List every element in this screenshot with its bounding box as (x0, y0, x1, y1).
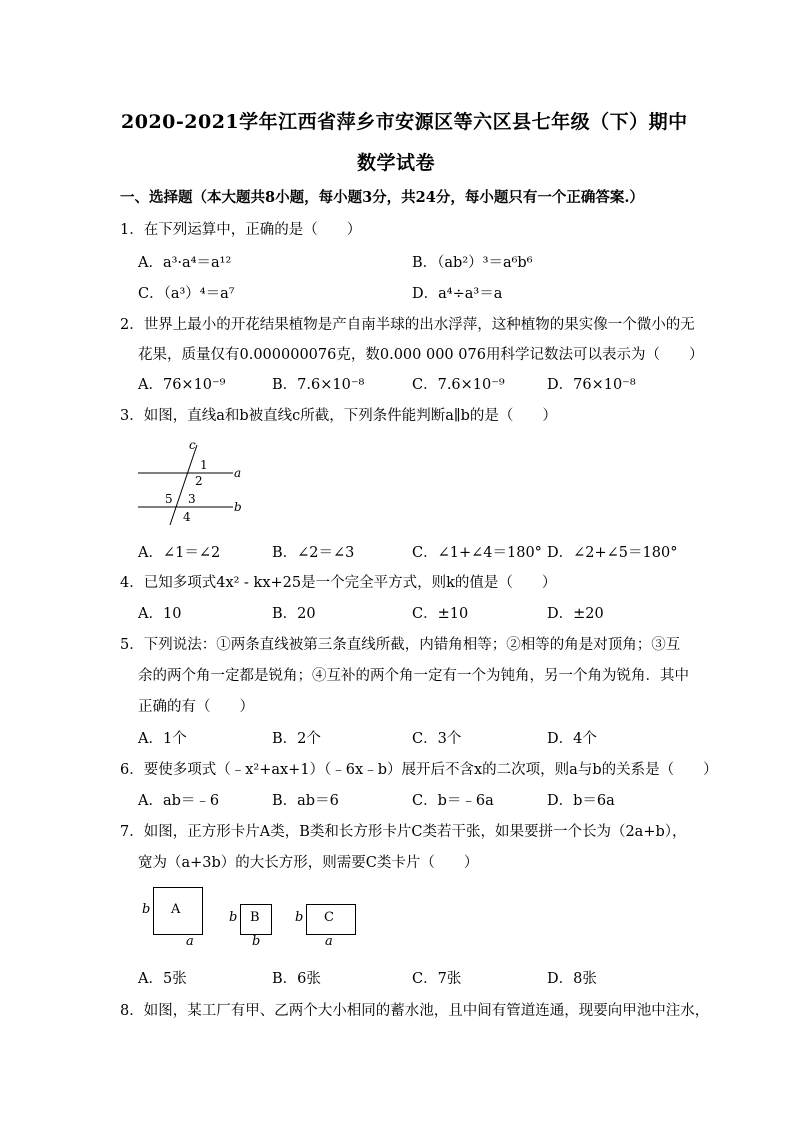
question-8-stem: 8．如图，某工厂有甲、乙两个大小相同的蓄水池，且中间有管道连通，现要向甲池中注水， (120, 1003, 710, 1019)
label-angle-4: 4 (183, 510, 191, 524)
label-a: a (234, 466, 242, 480)
question-5-option-b: B．2个 (272, 731, 321, 747)
label-angle-1: 1 (200, 458, 208, 472)
page-title-line2: 数学试卷 (357, 152, 436, 174)
question-2-option-c: C．7.6×10⁻⁹ (412, 377, 505, 393)
question-7-option-b: B．6张 (272, 971, 321, 987)
card-b-label: B (250, 910, 260, 925)
question-4-option-a: A．10 (138, 606, 182, 622)
question-1-stem: 1．在下列运算中，正确的是（ ） (120, 222, 362, 238)
label-angle-3: 3 (188, 492, 196, 506)
question-7-option-d: D．8张 (547, 971, 597, 987)
question-2-option-b: B．7.6×10⁻⁸ (272, 377, 365, 393)
page-title-line1: 2020-2021学年江西省萍乡市安源区等六区县七年级（下）期中 (121, 111, 688, 133)
question-3-option-a: A．∠1＝∠2 (138, 545, 221, 561)
question-4-option-c: C．±10 (412, 606, 469, 622)
question-5-stem-cont2: 正确的有（ ） (138, 699, 254, 715)
card-b-bottom-label: b (252, 934, 261, 949)
question-2-stem-cont: 花果，质量仅有0.000000076克，数0.000 000 076用科学记数法可以表示为（ ） (138, 347, 704, 363)
card-b-side-label: b (229, 910, 238, 925)
question-6-stem: 6．要使多项式（﹣x²+ax+1）（﹣6x﹣b）展开后不含x的二次项，则a与b的关系是（ ） (120, 762, 718, 778)
question-3-stem: 3．如图，直线a和b被直线c所截，下列条件能判断a∥b的是（ ） (120, 408, 557, 424)
question-5-stem-cont: 余的两个角一定都是锐角；④互补的两个角一定有一个为钝角，另一个角为锐角．其中 (138, 668, 689, 684)
question-2-option-a: A．76×10⁻⁹ (138, 377, 226, 393)
label-c: c (189, 438, 196, 452)
question-4-option-b: B．20 (272, 606, 316, 622)
question-7-stem: 7．如图，正方形卡片A类，B类和长方形卡片C类若干张，如果要拼一个长为（2a+b）， (120, 824, 687, 840)
question-3-option-d: D．∠2+∠5＝180° (547, 545, 678, 561)
question-6-option-d: D．b＝6a (547, 793, 615, 809)
question-2-stem: 2．世界上最小的开花结果植物是产自南半球的出水浮萍，这种植物的果实像一个微小的无 (120, 317, 695, 333)
question-5-stem: 5．下列说法：①两条直线被第三条直线所截，内错角相等；②相等的角是对顶角；③互 (120, 637, 681, 653)
question-3-option-c: C．∠1+∠4＝180° (412, 545, 542, 561)
question-2-option-d: D．76×10⁻⁸ (547, 377, 636, 393)
question-1-option-a: A．a³·a⁴＝a¹² (138, 255, 232, 271)
question-1-option-d: D．a⁴÷a³＝a (412, 286, 503, 302)
question-7-option-a: A．5张 (138, 971, 187, 987)
question-6-option-a: A．ab＝﹣6 (138, 793, 220, 809)
card-a-bottom-label: a (186, 934, 194, 949)
question-6-option-c: C．b＝﹣6a (412, 793, 494, 809)
label-angle-2: 2 (195, 474, 203, 488)
question-4-option-d: D．±20 (547, 606, 604, 622)
section-heading: 一、选择题（本大题共8小题，每小题3分，共24分，每小题只有一个正确答案.） (120, 189, 644, 206)
question-7-option-c: C．7张 (412, 971, 462, 987)
parallel-lines-figure (135, 435, 260, 530)
label-b: b (234, 500, 242, 514)
question-4-stem: 4．已知多项式4x² - kx+25是一个完全平方式，则k的值是（ ） (120, 575, 557, 591)
question-1-option-b: B．（ab²）³＝a⁶b⁶ (412, 255, 533, 271)
card-a-label: A (171, 902, 181, 917)
card-c-label: C (324, 910, 334, 925)
question-7-stem-cont: 宽为（a+3b）的大长方形，则需要C类卡片（ ） (138, 855, 479, 871)
question-5-option-d: D．4个 (547, 731, 597, 747)
card-c-side-label: b (295, 910, 304, 925)
question-3-option-b: B．∠2＝∠3 (272, 545, 355, 561)
card-c-bottom-label: a (325, 934, 333, 949)
question-1-option-c: C．（a³）⁴＝a⁷ (138, 286, 235, 302)
question-6-option-b: B．ab＝6 (272, 793, 339, 809)
card-a-side-label: b (142, 902, 151, 917)
label-angle-5: 5 (165, 492, 173, 506)
question-5-option-c: C．3个 (412, 731, 462, 747)
question-5-option-a: A．1个 (138, 731, 187, 747)
